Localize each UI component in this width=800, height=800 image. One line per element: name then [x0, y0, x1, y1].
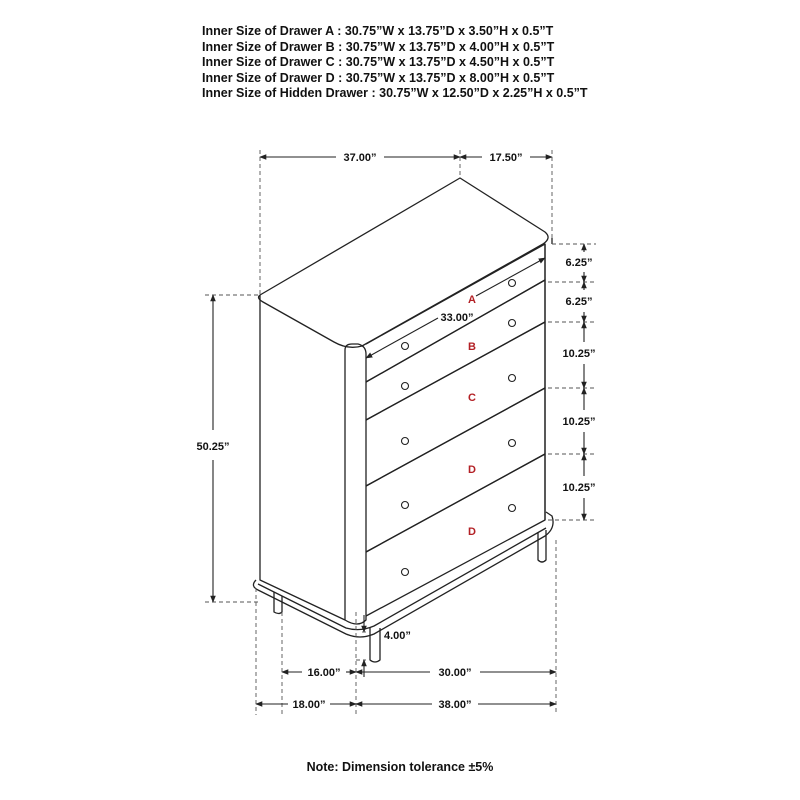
- dim-top-width: 37.00”: [343, 152, 377, 164]
- front-corner-post: [345, 344, 366, 624]
- knob: [509, 320, 516, 327]
- dim-base-depth: 18.00”: [292, 699, 326, 711]
- knob: [509, 375, 516, 382]
- dim-top-depth: 17.50”: [489, 152, 523, 164]
- leg-front-right: [538, 530, 546, 562]
- drawer-front-d1: [366, 388, 545, 552]
- knob: [402, 502, 409, 509]
- spec-drawer-d: Inner Size of Drawer D : 30.75”W x 13.75”D x 8.00”H x 0.5”T: [202, 70, 555, 85]
- drawer-label-b: B: [468, 341, 476, 353]
- dim-leg-height: 4.00”: [384, 630, 411, 642]
- dim-drawer-d1-height: 10.25”: [562, 416, 596, 428]
- dim-leg-span-front: 30.00”: [438, 667, 472, 679]
- drawer-front-c: [366, 322, 545, 486]
- dim-overall-height: 50.25”: [196, 441, 230, 453]
- dim-drawer-b-height: 6.25”: [565, 296, 593, 308]
- knob: [402, 343, 409, 350]
- drawer-label-c: C: [468, 392, 476, 404]
- drawer-label-d: D: [468, 526, 476, 538]
- knob: [402, 383, 409, 390]
- knob: [509, 440, 516, 447]
- spec-drawer-b: Inner Size of Drawer B : 30.75”W x 13.75”D x 4.00”H x 0.5”T: [202, 39, 555, 54]
- spec-drawer-a: Inner Size of Drawer A : 30.75”W x 13.75”D x 3.50”H x 0.5”T: [202, 24, 554, 38]
- tolerance-note: Note: Dimension tolerance ±5%: [306, 760, 494, 774]
- chest-side-panel: [260, 300, 345, 620]
- dim-leg-span-side: 16.00”: [307, 667, 341, 679]
- drawer-front-d2: [366, 454, 545, 616]
- drawer-label-d: D: [468, 464, 476, 476]
- dim-drawer-d2-height: 10.25”: [562, 482, 596, 494]
- knob: [402, 438, 409, 445]
- dim-drawer-a-height: 6.25”: [565, 257, 593, 269]
- dim-base-width: 38.00”: [438, 699, 472, 711]
- dim-inner-width: 33.00”: [440, 312, 474, 324]
- chest-outline: [253, 178, 553, 662]
- knob: [509, 280, 516, 287]
- dim-drawer-c-height: 10.25”: [562, 348, 596, 360]
- drawer-label-a: A: [468, 294, 476, 306]
- spec-drawer-c: Inner Size of Drawer C : 30.75”W x 13.75”D x 4.50”H x 0.5”T: [202, 55, 555, 69]
- chest-top: [259, 178, 549, 347]
- knob: [402, 569, 409, 576]
- drawer-letters: [468, 294, 476, 538]
- knob: [509, 505, 516, 512]
- spec-hidden-drawer: Inner Size of Hidden Drawer : 30.75”W x 12.50”D x 2.25”H x 0.5”T: [202, 86, 588, 100]
